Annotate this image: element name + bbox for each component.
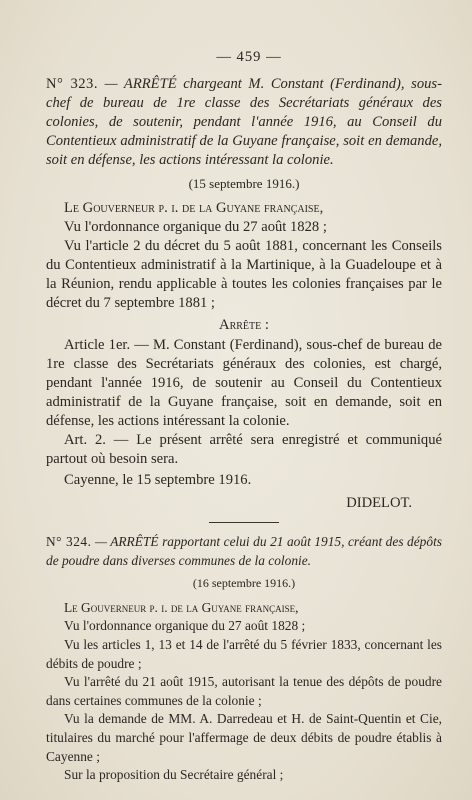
article: Art. 2. — Le présent arrêté sera enregistré et communiqué partout où besoin sera. (46, 432, 442, 467)
decree-heading (46, 533, 442, 570)
decree-number: N° 323. (46, 76, 99, 92)
decree-title: chargeant M. Constant (Ferdinand), sous-chef de bureau de 1re classe des Secrétariats généraux des colonies, de soutenir, pendant l'année 1916, au Conseil du Contentieux administratif de la Guyane française, soit en demande, soit en défense, les actions intéressant la colonie. (46, 76, 442, 168)
decree-type: — ARRÊTÉ (95, 534, 159, 549)
preamble-governor: Le Gouverneur p. i. de la Guyane française, (64, 599, 299, 615)
place-date: Cayenne, le 15 septembre 1916. (64, 472, 252, 488)
signature: DIDELOT. (346, 495, 412, 511)
decree-type: — ARRÊTÉ (104, 76, 177, 92)
preamble-governor: Le Gouverneur p. i. de la Guyane française, (64, 200, 324, 216)
page-number: — 459 — (216, 49, 282, 65)
preamble-vu: Vu l'article 2 du décret du 5 août 1881, concernant les Conseils du Contentieux administratif à la Martinique, à la Guadeloupe et à la Réunion, rendu applicable à toutes les colonies françaises par le décret du 7 septembre 1881 ; (46, 238, 442, 311)
preamble-vu: Vu la demande de MM. A. Darredeau et H. de Saint-Quentin et Cie, titulaires du marché pour l'affermage de deux débits de poudre établis à Cayenne ; (46, 711, 442, 764)
decree-date: (15 septembre 1916.) (188, 176, 300, 191)
decree-title: rapportant celui du 21 août 1915, créant des dépôts de poudre dans diverses communes de la colonie. (46, 534, 443, 568)
preamble-proposition: Sur la proposition du Secrétaire général ; (64, 767, 284, 783)
preamble-vu: Vu l'ordonnance organique du 27 août 1828 ; (64, 618, 306, 634)
preamble-vu: Vu l'arrêté du 21 août 1915, autorisant la tenue des dépôts de poudre dans certaines communes de la colonie ; (46, 674, 442, 708)
decree-section-323 (46, 75, 442, 513)
decree-number: N° 324. (46, 534, 92, 549)
decree-date: (16 septembre 1916.) (192, 576, 296, 591)
article: Article 1er. — M. Constant (Ferdinand), sous-chef de bureau de 1re classe des Secrétariats généraux des colonies, est chargé, pendant l'année 1916, de soutenir au Conseil du Contentieux administratif de la Guyane française, soit en demande, soit en défense, les actions intéressant la colonie. (46, 337, 442, 429)
arrete-label: Arrête : (219, 317, 269, 333)
preamble-vu: Vu l'ordonnance organique du 27 août 1828 ; (64, 219, 327, 235)
section-divider (209, 522, 279, 523)
decree-heading (46, 75, 442, 170)
preamble-vu: Vu les articles 1, 13 et 14 de l'arrêté du 5 février 1833, concernant les débits de poudre ; (46, 636, 442, 671)
decree-section-324 (46, 533, 442, 785)
